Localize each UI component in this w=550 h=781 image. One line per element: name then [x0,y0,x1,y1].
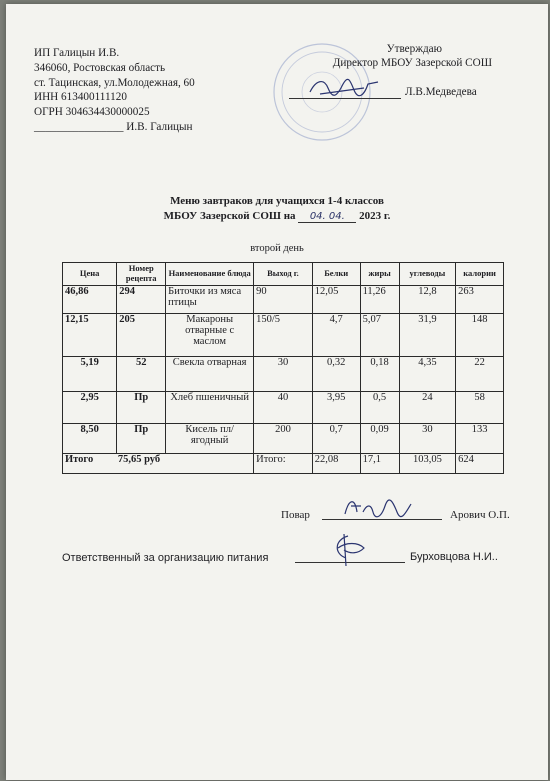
cell-fats: 0,5 [360,392,399,424]
cell-proteins: 0,32 [312,357,360,392]
header-price: Цена [63,263,117,286]
issuer-postal: 346060, Ростовская область [34,61,166,74]
cell-recipe: Пр [117,424,166,454]
cell-dish: Хлеб пшеничный [166,392,254,424]
cell-recipe: Пр [117,392,166,424]
header-fats: жиры [360,263,399,286]
cell-dish: Свекла отварная [166,357,254,392]
cell-calories: 133 [456,424,504,454]
day-label: второй день [250,243,304,254]
table-total-row [63,454,504,474]
header-yield: Выход г. [254,263,313,286]
cell-calories: 148 [456,314,504,357]
approval-block [292,42,492,70]
cell-price: 8,50 [63,424,117,454]
menu-title: Меню завтраков для учащихся 1-4 классов [170,195,384,207]
table-header-row [63,263,504,286]
total-fats: 17,1 [360,454,399,474]
cell-price: 2,95 [63,392,117,424]
cell-yield: 90 [254,286,313,314]
document-sheet [6,4,548,780]
total-label: Итого [65,454,94,465]
cell-fats: 11,26 [360,286,399,314]
table-row [63,314,504,357]
table-row [63,286,504,314]
cell-carbs: 24 [399,392,455,424]
menu-school: МБОУ Зазерской СОШ на [163,210,296,222]
issuer-name: ИП Галицын И.В. [34,47,120,59]
approval-label: Утверждаю [386,43,442,55]
cell-price: 5,19 [63,357,117,392]
cook-signature [341,494,421,520]
table-row [63,357,504,392]
issuer-signature-line: ________________ И.В. Галицын [34,120,193,133]
header-calories: калории [456,263,504,286]
menu-year: 2023 г. [359,210,391,222]
header-carbs: углеводы [399,263,455,286]
director-name: Л.В.Медведева [405,86,477,98]
responsible-signature [324,532,374,568]
issuer-ogrn: ОГРН 304634430000025 [34,106,150,119]
header-recipe: Номер рецепта [117,263,166,286]
total-caption: Итого: [254,454,313,474]
cell-carbs: 12,8 [399,286,455,314]
menu-subtitle [6,210,548,223]
cell-yield: 200 [254,424,313,454]
issuer-block [34,46,195,135]
cell-calories: 263 [456,286,504,314]
menu-date-field [298,210,356,223]
cell-dish: Биточки из мяса птицы [166,286,254,314]
cell-carbs: 30 [399,424,455,454]
table-row [63,424,504,454]
approval-position: Директор МБОУ Зазерской СОШ [332,57,492,69]
cell-dish: Кисель пл/ягодный [166,424,254,454]
cell-yield: 30 [254,357,313,392]
cell-proteins: 3,95 [312,392,360,424]
cell-yield: 150/5 [254,314,313,357]
cook-name: Арович О.П. [450,509,510,521]
cell-recipe: 294 [117,286,166,314]
total-carbs: 103,05 [399,454,455,474]
table-row [63,392,504,424]
header-dish: Наименование блюда [166,263,254,286]
cell-price: 46,86 [63,286,117,314]
cell-carbs: 31,9 [399,314,455,357]
responsible-label: Ответственный за организацию питания [62,552,269,564]
cell-recipe: 205 [117,314,166,357]
issuer-address: ст. Тацинская, ул.Молодежная, 60 [34,76,195,89]
total-calories: 624 [456,454,504,474]
cell-yield: 40 [254,392,313,424]
cell-fats: 5,07 [360,314,399,357]
cell-proteins: 0,7 [312,424,360,454]
header-proteins: Белки [312,263,360,286]
cell-calories: 58 [456,392,504,424]
total-price: 75,65 руб [117,454,161,465]
cell-proteins: 12,05 [312,286,360,314]
cell-carbs: 4,35 [399,357,455,392]
director-signature [306,74,386,102]
cell-fats: 0,18 [360,357,399,392]
cook-label: Повар [281,509,310,521]
menu-date-handwritten: 04. 04. [309,211,345,222]
cell-dish: Макароны отварные с маслом [166,314,254,357]
issuer-inn: ИНН 613400111120 [34,91,127,104]
cell-recipe: 52 [117,357,166,392]
cell-proteins: 4,7 [312,314,360,357]
total-cell [63,454,254,474]
total-proteins: 22,08 [312,454,360,474]
menu-table [62,262,504,474]
cell-calories: 22 [456,357,504,392]
cell-price: 12,15 [63,314,117,357]
responsible-name: Бурховцова Н.И.. [410,551,498,563]
cell-fats: 0,09 [360,424,399,454]
